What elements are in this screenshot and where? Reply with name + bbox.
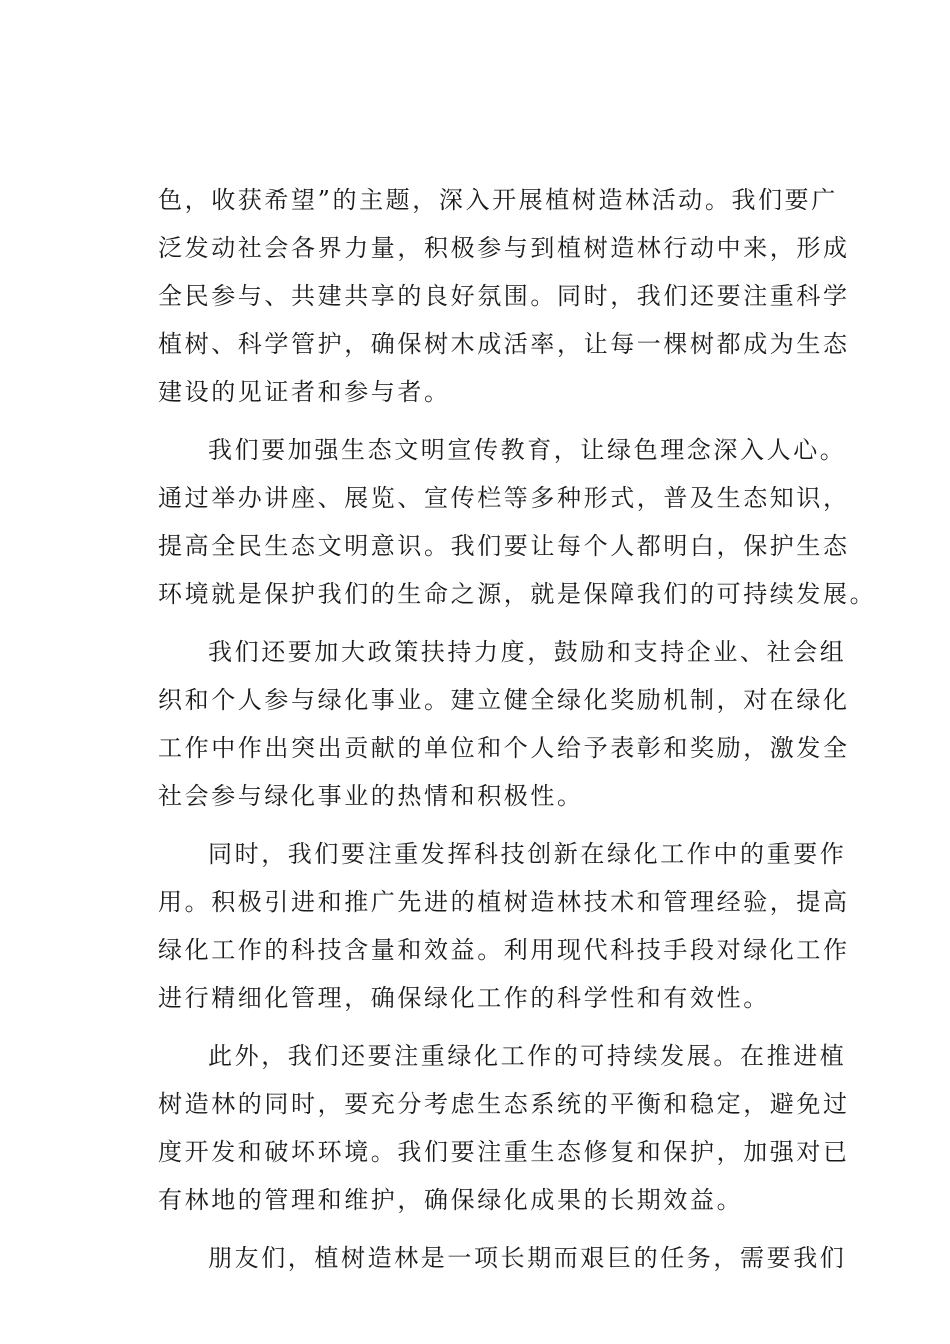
text-line: 全民参与、共建共享的良好氛围。同时，我们还要注重科学 (158, 282, 850, 310)
text-line: 植树、科学管护，确保树木成活率，让每一棵树都成为生态 (158, 330, 850, 358)
text-line: 此外，我们还要注重绿化工作的可持续发展。在推进植 (208, 1042, 847, 1070)
text-line: 泛发动社会各界力量，积极参与到植树造林行动中来，形成 (158, 234, 850, 262)
text-line: 朋友们，植树造林是一项长期而艰巨的任务，需要我们 (208, 1244, 847, 1272)
text-line: 有林地的管理和维护，确保绿化成果的长期效益。 (158, 1186, 744, 1214)
text-line: 同时，我们要注重发挥科技创新在绿化工作中的重要作 (208, 840, 847, 868)
text-line: 树造林的同时，要充分考虑生态系统的平衡和稳定，避免过 (158, 1090, 850, 1118)
text-line: 色，收获希望”的主题，深入开展植树造林活动。我们要广 (158, 186, 838, 214)
paragraph (158, 1234, 847, 1292)
text-line: 环境就是保护我们的生命之源，就是保障我们的可持续发展。 (158, 580, 877, 608)
paragraph (158, 1032, 850, 1234)
paragraph (158, 426, 877, 628)
text-line: 用。积极引进和推广先进的植树造林技术和管理经验，提高 (158, 888, 850, 916)
text-line: 社会参与绿化事业的热情和积极性。 (158, 782, 584, 810)
text-line: 我们要加强生态文明宣传教育，让绿色理念深入人心。 (208, 436, 847, 464)
text-line: 我们还要加大政策扶持力度，鼓励和支持企业、社会组 (208, 638, 847, 666)
text-line: 提高全民生态文明意识。我们要让每个人都明白，保护生态 (158, 532, 850, 560)
text-line: 建设的见证者和参与者。 (158, 378, 451, 406)
text-line: 通过举办讲座、展览、宣传栏等多种形式，普及生态知识， (158, 484, 850, 512)
paragraph (158, 176, 850, 426)
paragraph (158, 628, 850, 830)
text-line: 绿化工作的科技含量和效益。利用现代科技手段对绿化工作 (158, 936, 850, 964)
text-line: 织和个人参与绿化事业。建立健全绿化奖励机制，对在绿化 (158, 686, 850, 714)
paragraph (158, 830, 850, 1032)
text-line: 进行精细化管理，确保绿化工作的科学性和有效性。 (158, 984, 770, 1012)
text-line: 度开发和破坏环境。我们要注重生态修复和保护，加强对已 (158, 1138, 850, 1166)
document-body (158, 176, 877, 1292)
text-line: 工作中作出突出贡献的单位和个人给予表彰和奖励，激发全 (158, 734, 850, 762)
